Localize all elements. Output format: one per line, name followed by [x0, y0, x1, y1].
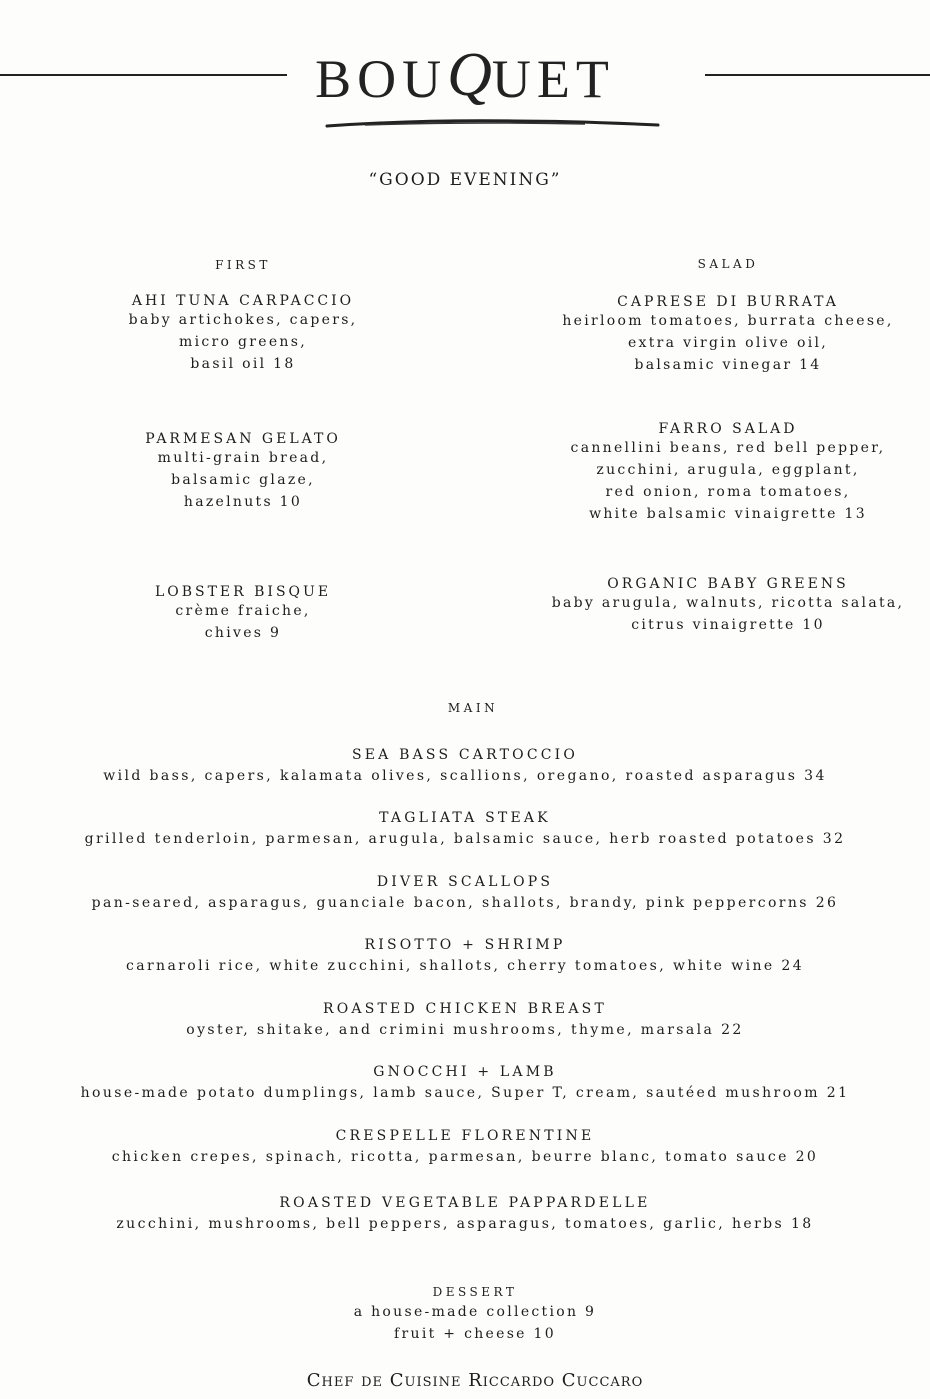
item-desc: pan-seared, asparagus, guanciale bacon, shallots, brandy, pink peppercorns 26	[91, 895, 839, 911]
item-desc: house-made potato dumplings, lamb sauce, Super T, cream, sautéed mushroom 21	[80, 1085, 850, 1101]
main-item	[0, 1126, 930, 1168]
item-name: FARRO SALAD	[658, 421, 798, 437]
item-name: DIVER SCALLOPS	[376, 874, 554, 890]
main-item	[0, 1062, 930, 1104]
item-desc-line: baby arugula, walnuts, ricotta salata,	[551, 595, 905, 611]
item-name: ORGANIC BABY GREENS	[607, 576, 849, 592]
item-desc-line: chives 9	[204, 625, 282, 641]
item-desc-line: basil oil 18	[190, 356, 296, 372]
main-item	[0, 745, 930, 787]
item-desc-line: citrus vinaigrette 10	[631, 617, 825, 633]
item-name: PARMESAN GELATO	[145, 431, 341, 447]
item-name: RISOTTO + SHRIMP	[364, 937, 566, 953]
section-heading-first: FIRST	[215, 258, 271, 272]
item-desc-line: red onion, roma tomatoes,	[605, 484, 851, 500]
main-item	[0, 808, 930, 850]
item-name: ROASTED CHICKEN BREAST	[323, 1001, 607, 1017]
restaurant-logo	[0, 42, 930, 114]
item-desc-line: baby artichokes, capers,	[128, 312, 358, 328]
item-desc-line: heirloom tomatoes, burrata cheese,	[562, 313, 894, 329]
item-desc: carnaroli rice, white zucchini, shallots, cherry tomatoes, white wine 24	[125, 958, 805, 974]
main-item	[0, 935, 930, 977]
logo-text-q: Q	[447, 41, 492, 109]
item-desc: grilled tenderloin, parmesan, arugula, balsamic sauce, herb roasted potatoes 32	[84, 831, 846, 847]
main-item	[0, 872, 930, 914]
dessert-line: fruit + cheese 10	[394, 1326, 556, 1342]
item-desc-line: crème fraiche,	[175, 603, 311, 619]
item-name: AHI TUNA CARPACCIO	[131, 293, 355, 309]
logo-text-left: BOU	[315, 49, 448, 109]
menu-item	[83, 584, 403, 644]
logo-text-right: UET	[491, 49, 615, 109]
menu-item	[518, 421, 930, 525]
item-desc-line: balsamic glaze,	[171, 472, 315, 488]
menu-item	[518, 294, 930, 376]
section-heading-main: MAIN	[447, 701, 499, 715]
item-name: TAGLIATA STEAK	[379, 810, 551, 826]
item-desc: oyster, shitake, and crimini mushrooms, thyme, marsala 22	[186, 1022, 744, 1038]
section-heading-salad: SALAD	[697, 257, 759, 271]
item-desc-line: hazelnuts 10	[183, 494, 303, 510]
item-desc-line: cannellini beans, red bell pepper,	[570, 440, 886, 456]
item-desc: chicken crepes, spinach, ricotta, parmesan, beurre blanc, tomato sauce 20	[111, 1149, 819, 1165]
item-desc-line: micro greens,	[179, 334, 307, 350]
section-heading-dessert: DESSERT	[432, 1285, 518, 1299]
main-item	[0, 1193, 930, 1235]
item-name: GNOCCHI + LAMB	[373, 1064, 557, 1080]
menu-item	[83, 293, 403, 375]
main-item	[0, 999, 930, 1041]
item-name: SEA BASS CARTOCCIO	[351, 747, 579, 763]
item-desc: zucchini, mushrooms, bell peppers, asparagus, tomatoes, garlic, herbs 18	[116, 1216, 814, 1232]
item-desc-line: balsamic vinegar 14	[634, 357, 822, 373]
menu-item	[83, 431, 403, 513]
item-desc: wild bass, capers, kalamata olives, scallions, oregano, roasted asparagus 34	[103, 768, 827, 784]
item-name: LOBSTER BISQUE	[154, 584, 332, 600]
item-name: CAPRESE DI BURRATA	[617, 294, 839, 310]
logo-brush-stroke	[325, 116, 660, 132]
chef-credit: Chef de Cuisine Riccardo Cuccaro	[306, 1370, 644, 1391]
menu-item	[518, 576, 930, 636]
item-desc-line: white balsamic vinaigrette 13	[589, 506, 867, 522]
item-name: ROASTED VEGETABLE PAPPARDELLE	[279, 1195, 651, 1211]
item-desc-line: zucchini, arugula, eggplant,	[596, 462, 860, 478]
greeting: “GOOD EVENING”	[368, 170, 562, 190]
item-name: CRESPELLE FLORENTINE	[335, 1128, 595, 1144]
dessert-line: a house-made collection 9	[353, 1304, 597, 1320]
dessert-section	[320, 1283, 630, 1345]
item-desc-line: extra virgin olive oil,	[627, 335, 829, 351]
item-desc-line: multi-grain bread,	[157, 450, 329, 466]
